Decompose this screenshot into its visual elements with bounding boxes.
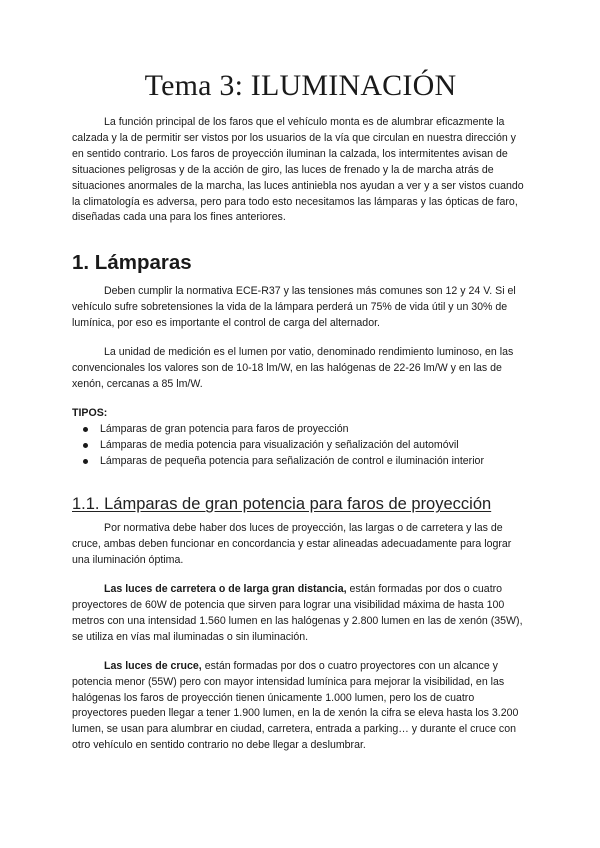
spacer [72,646,529,659]
lamparas-paragraph-2: La unidad de medición es el lumen por vatio, denominado rendimiento luminoso, en las convencionales los valores son de 10-18 lm/W, en las halógenas de 22-26 lm/W y en las de xenón, cercanas a 85 lm/W. [72,346,514,390]
luces-cruce-text: están formadas por dos o cuatro proyectores con un alcance y potencia menor (55W) pero con mayor intensidad lumínica para mejorar la visibilidad, en las halógenas los faros de proyección tienen únicamente 1.000 lumen, pero los de cuatro proyectores pueden llegar a tener 1.900 lumen, en la de xenón la cifra se eleva hasta los 3.200 lumen, se usan para alumbrar en ciudad, carretera, entrada a parking… y durante el cruce con otro vehículo en sentido contrario no debe llegar a deslumbrar. [72,659,519,752]
luces-carretera-lead: Las luces de carretera o de larga gran distancia, [104,583,347,596]
tipos-list [72,422,529,470]
list-item: Lámparas de pequeña potencia para señalización de control e iluminación interior [100,454,529,470]
list-item: Lámparas de gran potencia para faros de proyección [100,422,529,438]
intro-paragraph: La función principal de los faros que el vehículo monta es de alumbrar eficazmente la calzada y la de permitir ser vistos por los usuarios de la vía que circulan en nuestra dirección y en sentido contrario. Los faros de proyección iluminan la calzada, los intermitentes avisan de situaciones peligrosas y de la acción de giro, las luces de frenado y la de marcha atrás de situaciones anormales de la marcha, las luces antiniebla nos ayudan a ver y a ser vistos cuando la climatología es adversa, pero para todo esto necesitamos las lámparas y las ópticas de faro, diseñadas cada una para los fines anteriores. [72,116,524,224]
section-heading-lamparas: 1. Lámparas [72,251,192,275]
luces-cruce-paragraph [72,659,529,754]
luces-cruce-lead: Las luces de cruce, [104,659,202,672]
spacer [72,332,529,345]
lamparas-paragraph-1: Deben cumplir la normativa ECE-R37 y las tensiones más comunes son 12 y 24 V. Si el vehículo sufre sobretensiones la vida de la lámpara perderá un 75% de vida útil y un 30% de lumínica, por eso es importante el control de carga del alternador. [72,285,516,330]
luces-carretera-paragraph [72,582,529,646]
spacer [72,393,529,406]
spacer [72,469,529,492]
spacer [72,226,529,248]
tipos-label: TIPOS: [72,406,108,419]
subsection-heading-gran-potencia: 1.1. Lámparas de gran potencia para faros de proyección [72,495,492,514]
luces-carretera-text: están formadas por dos o cuatro proyectores de 60W de potencia que sirven para lograr una visibilidad máxima de hasta 100 metros con una intensidad 1.560 lumen en las halógenas y 2.800 lumen en las de xenón (35W), se utiliza en vías mal iluminadas o sin iluminación. [72,583,523,643]
list-item: Lámparas de media potencia para visualización y señalización del automóvil [100,438,529,454]
spacer [72,569,529,582]
page-title: Tema 3: ILUMINACIÓN [144,69,457,102]
gran-potencia-paragraph-1: Por normativa debe haber dos luces de proyección, las largas o de carretera y las de cruce, ambas deben funcionar en concordancia y estar alineadas adecuadamente para lograr una iluminación óptima. [72,522,512,567]
document-page [72,66,529,754]
